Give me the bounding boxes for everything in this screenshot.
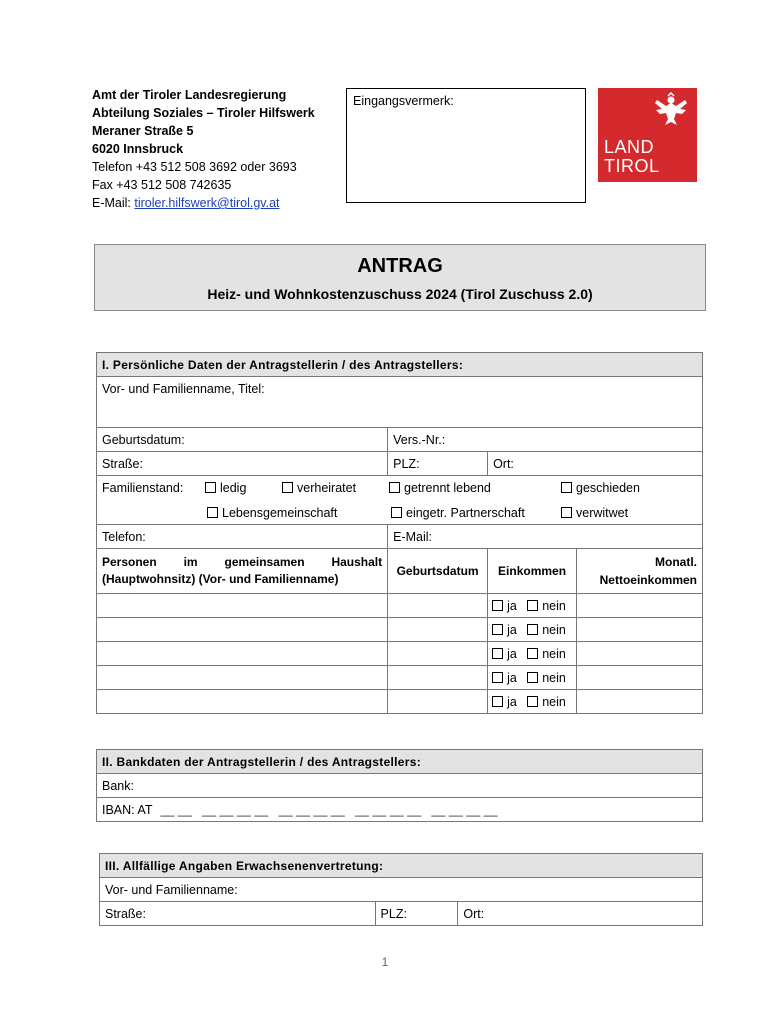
household-net-income-cell[interactable] [577,618,703,642]
option-widowed[interactable]: verwitwet [561,506,628,520]
checkbox-registered-partnership[interactable] [391,507,402,518]
representative-city-field[interactable] [458,902,703,926]
bank-label: Bank: [102,778,134,793]
net-income-header-line-1: Monatl. [655,555,697,569]
street-field[interactable] [97,452,388,476]
iban-field[interactable] [97,798,703,822]
representative-name-field[interactable] [100,878,703,902]
receipt-stamp-box [346,88,586,203]
marital-status-row [97,476,703,525]
household-row [97,642,703,666]
tirol-eagle-icon [652,92,690,130]
city-field[interactable] [488,452,703,476]
household-net-income-cell[interactable] [577,642,703,666]
checkbox-separated[interactable] [389,482,400,493]
bank-data-table [96,749,703,822]
section-1-heading: I. Persönliche Daten der Antragstellerin / des Antragstellers: [97,353,703,377]
household-name-cell[interactable] [97,666,388,690]
street-label: Straße: [102,456,143,471]
bank-field[interactable] [97,774,703,798]
household-row [97,618,703,642]
option-married[interactable]: verheiratet [282,481,356,495]
representation-table [99,853,703,926]
checkbox-income-no[interactable] [527,624,538,635]
household-birthdate-cell[interactable] [388,690,488,714]
household-row [97,690,703,714]
email-field[interactable] [388,525,703,549]
checkbox-income-yes[interactable] [492,624,503,635]
representative-street-label: Straße: [105,906,146,921]
option-single[interactable]: ledig [205,481,246,495]
applicant-name-label: Vor- und Familienname, Titel: [102,382,265,396]
land-tirol-logo [598,88,697,182]
section-2-heading: II. Bankdaten der Antragstellerin / des Antragstellers: [97,750,703,774]
checkbox-cohabitation[interactable] [207,507,218,518]
household-income-cell: ja nein [488,690,577,714]
income-column-header: Einkommen [488,549,577,594]
logo-text-land: LAND [604,137,655,157]
representative-street-field[interactable] [100,902,376,926]
household-income-cell: ja nein [488,666,577,690]
checkbox-income-no[interactable] [527,696,538,707]
section-3-heading: III. Allfällige Angaben Erwachsenenvertretung: [100,854,703,878]
phone-field[interactable] [97,525,388,549]
sender-email-link[interactable]: tiroler.hilfswerk@tirol.gv.at [134,196,280,210]
personal-data-table [96,352,703,714]
net-income-header-line-2: Nettoeinkommen [599,573,697,587]
household-name-cell[interactable] [97,594,388,618]
household-birthdate-cell[interactable] [388,594,488,618]
checkbox-income-yes[interactable] [492,648,503,659]
marital-status-label: Familienstand: [102,481,184,495]
sender-fax: Fax +43 512 508 742635 [92,178,232,192]
option-separated[interactable]: getrennt lebend [389,481,491,495]
insurance-number-label: Vers.-Nr.: [393,432,446,447]
receipt-stamp-label: Eingangsvermerk: [353,94,454,108]
household-income-cell: ja nein [488,642,577,666]
sender-line-2: Abteilung Soziales – Tiroler Hilfswerk [92,106,315,120]
sender-line-3: Meraner Straße 5 [92,124,194,138]
zip-field[interactable] [388,452,488,476]
sender-address [92,86,315,212]
household-birthdate-cell[interactable] [388,618,488,642]
email-label: E-Mail: [393,529,433,544]
household-net-income-cell[interactable] [577,594,703,618]
household-header: Personen im gemeinsamen Haushalt (Hauptwohnsitz) (Vor- und Familienname) [97,549,388,594]
sender-email-row [92,194,315,212]
option-divorced[interactable]: geschieden [561,481,640,495]
option-registered-partnership[interactable]: eingetr. Partnerschaft [391,506,525,520]
checkbox-married[interactable] [282,482,293,493]
birthdate-label: Geburtsdatum: [102,432,185,447]
household-name-cell[interactable] [97,690,388,714]
phone-label: Telefon: [102,529,146,544]
household-name-cell[interactable] [97,642,388,666]
birthdate-column-header: Geburtsdatum [388,549,488,594]
household-row [97,666,703,690]
checkbox-income-yes[interactable] [492,600,503,611]
household-income-cell: ja nein [488,594,577,618]
iban-label: IBAN: AT [102,802,153,817]
insurance-number-field[interactable] [388,428,703,452]
sender-email-label: E-Mail: [92,196,135,210]
household-name-cell[interactable] [97,618,388,642]
checkbox-widowed[interactable] [561,507,572,518]
form-title-box [94,244,706,311]
household-row [97,594,703,618]
birthdate-field[interactable] [97,428,388,452]
representative-city-label: Ort: [463,906,485,921]
checkbox-income-no[interactable] [527,648,538,659]
page-number: 1 [381,955,389,969]
checkbox-income-yes[interactable] [492,672,503,683]
household-income-cell: ja nein [488,618,577,642]
representative-zip-label: PLZ: [380,906,407,921]
iban-blanks: __ __ __ __ __ __ __ __ __ __ __ __ __ __ __ __ __ __ [160,802,498,817]
zip-label: PLZ: [393,456,420,471]
checkbox-single[interactable] [205,482,216,493]
option-cohabitation[interactable]: Lebensgemeinschaft [207,506,337,520]
representative-name-label: Vor- und Familienname: [105,882,238,897]
sender-line-4: 6020 Innsbruck [92,142,184,156]
checkbox-divorced[interactable] [561,482,572,493]
household-net-income-cell[interactable] [577,690,703,714]
sender-line-1: Amt der Tiroler Landesregierung [92,88,287,102]
household-net-income-cell[interactable] [577,666,703,690]
checkbox-income-no[interactable] [527,600,538,611]
household-birthdate-cell[interactable] [388,666,488,690]
household-birthdate-cell[interactable] [388,642,488,666]
form-subtitle: Heiz- und Wohnkostenzuschuss 2024 (Tirol Zuschuss 2.0) [207,286,593,302]
form-title: ANTRAG [357,255,443,277]
city-label: Ort: [493,456,514,471]
applicant-name-field[interactable] [97,377,703,428]
sender-phone: Telefon +43 512 508 3692 oder 3693 [92,160,297,174]
logo-text-tirol: TIROL [604,156,660,176]
checkbox-income-no[interactable] [527,672,538,683]
representative-zip-field[interactable] [375,902,458,926]
checkbox-income-yes[interactable] [492,696,503,707]
net-income-column-header [577,549,703,594]
